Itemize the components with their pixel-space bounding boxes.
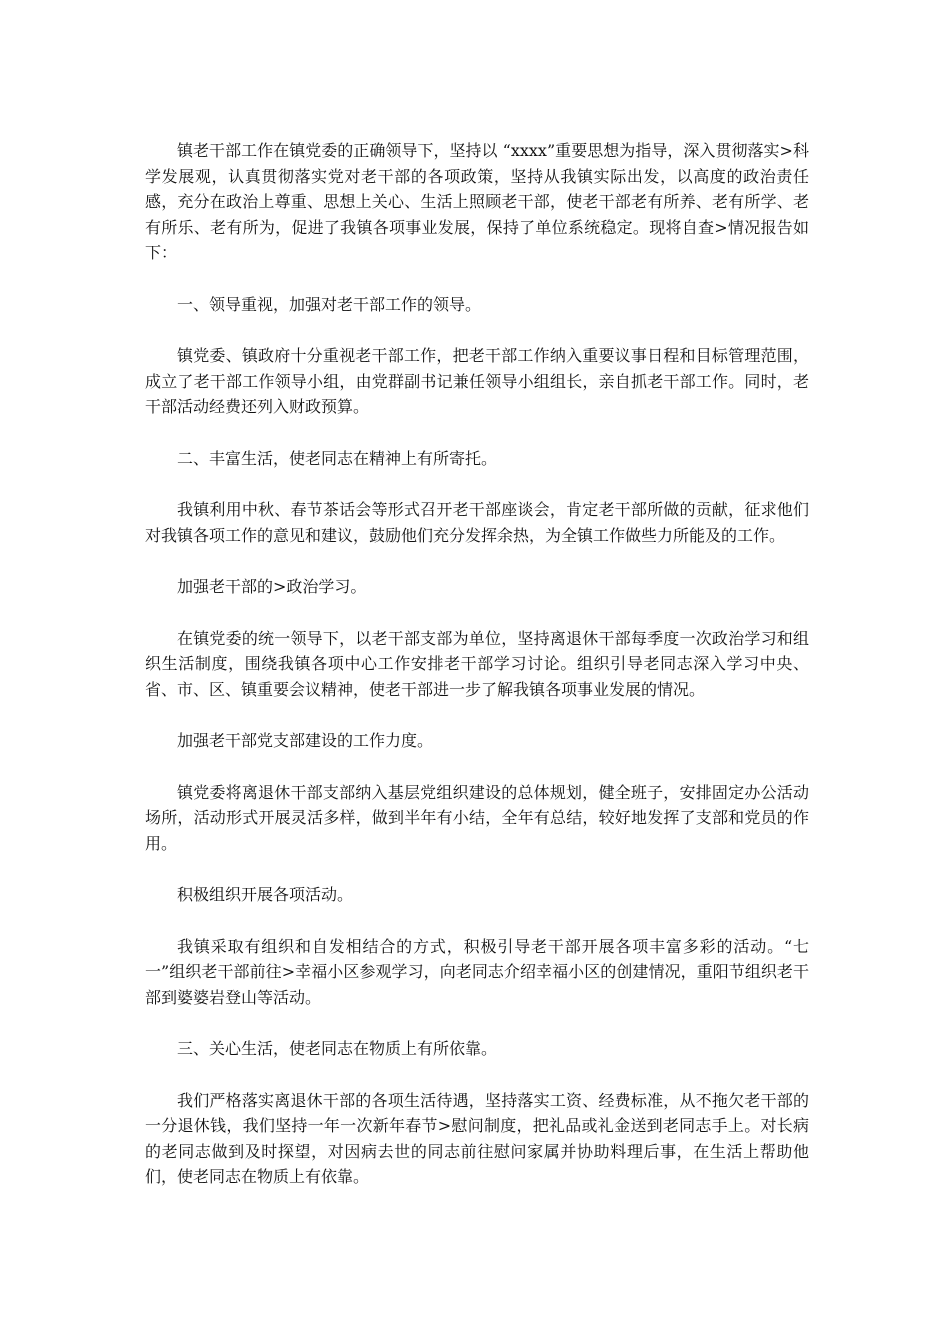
section-heading-leadership: 一、领导重视，加强对老干部工作的领导。 bbox=[177, 294, 482, 314]
document-page bbox=[145, 138, 809, 1216]
subheading-political-study: 加强老干部的>政治学习。 bbox=[177, 577, 367, 596]
section-heading-care-life: 三、关心生活，使老同志在物质上有所依靠。 bbox=[177, 1039, 498, 1058]
enrich-life-paragraph: 我镇利用中秋、春节茶话会等形式召开老干部座谈会，肯定老干部所做的贡献，征求他们对我镇各项工作的意见和建议，鼓励他们充分发挥余热，为全镇工作做些力所能及的工作。 bbox=[145, 500, 809, 545]
intro-paragraph: 镇老干部工作在镇党委的正确领导下，坚持以 “xxxx”重要思想为指导，深入贯彻落实>科学发展观，认真贯彻落实党对老干部的各项政策，坚持从我镇实际出发，以高度的政治责任感，充分在政治上尊重、思想上关心、生活上照顾老干部，使老干部老有所养、老有所学、老有所乐、老有所为，促进了我镇各项事业发展，保持了单位系统稳定。现将自查>情况报告如下： bbox=[145, 141, 809, 262]
subheading-activities: 积极组织开展各项活动。 bbox=[177, 885, 354, 904]
activities-paragraph: 我镇采取有组织和自发相结合的方式，积极引导老干部开展各项丰富多彩的活动。“七一”组织老干部前往>幸福小区参观学习，向老同志介绍幸福小区的创建情况，重阳节组织老干部到婆婆岩登山等活动。 bbox=[145, 936, 809, 1007]
care-life-paragraph: 我们严格落实离退休干部的各项生活待遇，坚持落实工资、经费标准，从不拖欠老干部的一分退休钱，我们坚持一年一次新年春节>慰问制度，把礼品或礼金送到老同志手上。对长病的老同志做到及时探望，对因病去世的同志前往慰问家属并协助料理后事，在生活上帮助他们，使老同志在物质上有依靠。 bbox=[145, 1090, 809, 1186]
section-heading-enrich-life: 二、丰富生活，使老同志在精神上有所寄托。 bbox=[177, 448, 498, 468]
branch-building-paragraph: 镇党委将离退休干部支部纳入基层党组织建设的总体规划，健全班子，安排固定办公活动场所，活动形式开展灵活多样，做到半年有小结，全年有总结，较好地发挥了支部和党员的作用。 bbox=[145, 782, 809, 853]
leadership-paragraph: 镇党委、镇政府十分重视老干部工作，把老干部工作纳入重要议事日程和目标管理范围，成立了老干部工作领导小组，由党群副书记兼任领导小组组长，亲自抓老干部工作。同时，老干部活动经费还列入财政预算。 bbox=[145, 346, 809, 416]
political-study-paragraph: 在镇党委的统一领导下，以老干部支部为单位，坚持离退休干部每季度一次政治学习和组织生活制度，围绕我镇各项中心工作安排老干部学习讨论。组织引导老同志深入学习中央、省、市、区、镇重要会议精神，使老干部进一步了解我镇各项事业发展的情况。 bbox=[145, 628, 809, 699]
subheading-branch-building: 加强老干部党支部建设的工作力度。 bbox=[177, 731, 434, 750]
